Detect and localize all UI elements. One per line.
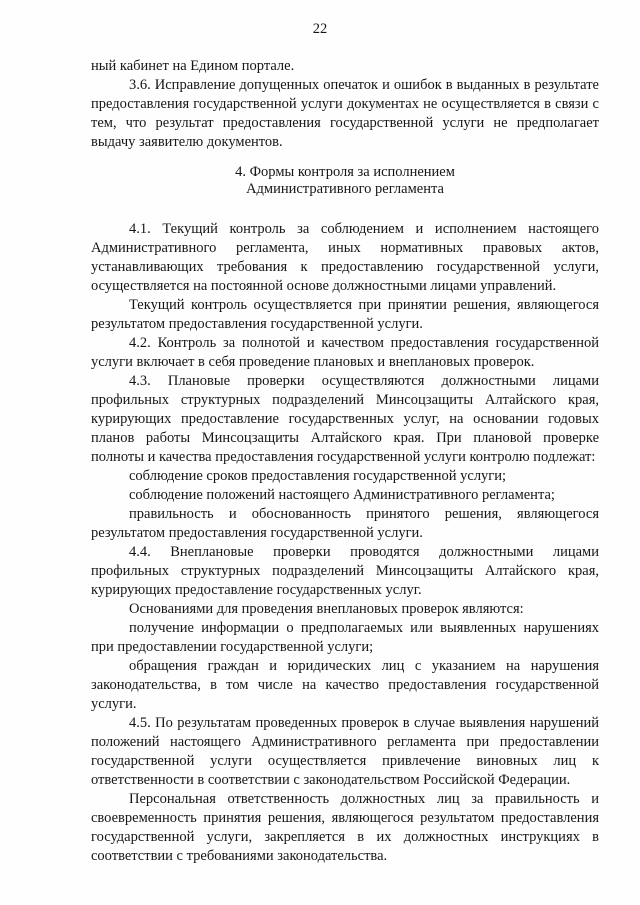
paragraph-4-2: 4.2. Контроль за полнотой и качеством предоставления государственной услуги включает в себя проведение плановых и внеплановых проверок. [91,335,599,370]
page-number: 22 [312,21,328,37]
list-item-violation-info: получение информации о предполагаемых или выявленных нарушениях при предоставлении государственной услуги; [91,620,599,655]
list-item-deadlines: соблюдение сроков предоставления государственной услуги; [129,468,507,484]
list-item-citizen-appeals: обращения граждан и юридических лиц с указанием на нарушения законодательства, в том числе на качество предоставления государственной услуги. [91,658,599,712]
paragraph-unscheduled-grounds: Основаниями для проведения внеплановых проверок являются: [129,601,524,617]
paragraph-continuation: ный кабинет на Едином портале. [91,58,295,74]
paragraph-3-6: 3.6. Исправление допущенных опечаток и ошибок в выданных в результате предоставления государственной услуги документах не осуществляется в связи с тем, что результат предоставления государственной услуги не предполагает выдачу заявителю документов. [91,77,599,150]
paragraph-current-control: Текущий контроль осуществляется при принятии решения, являющегося результатом предоставления государственной услуги. [91,297,599,332]
paragraph-4-3: 4.3. Плановые проверки осуществляются должностными лицами профильных структурных подразделений Минсоцзащиты Алтайского края, курирующих предоставление государственных услуг, на основании годовых планов работы Минсоцзащиты Алтайского края. При плановой проверке полноты и качества предоставления государственной услуги контролю подлежат: [91,373,599,465]
document-body [91,57,599,866]
paragraph-4-5: 4.5. По результатам проведенных проверок в случае выявления нарушений положений настоящего Административного регламента при предоставлении государственной услуги осуществляется привлечение виновных лиц к ответственности в соответствии с законодательством Российской Федерации. [91,715,599,788]
paragraph-personal-responsibility: Персональная ответственность должностных лиц за правильность и своевременность принятия решения, являющегося результатом предоставления государственной услуги, закрепляется в их должностных инструкциях в соответствии с требованиями законодательства. [91,791,599,864]
section-heading-line-1: 4. Формы контроля за исполнением [235,164,455,180]
paragraph-4-4: 4.4. Внеплановые проверки проводятся должностными лицами профильных структурных подразделений Минсоцзащиты Алтайского края, курирующих предоставление государственных услуг. [91,544,599,598]
paragraph-4-1: 4.1. Текущий контроль за соблюдением и исполнением настоящего Административного регламента, иных нормативных правовых актов, устанавливающих требования к предоставлению государственной услуги, осуществляется на постоянной основе должностными лицами управлений. [91,221,599,294]
section-heading [91,164,599,198]
section-heading-line-2: Административного регламента [246,181,444,197]
list-item-regulation-compliance: соблюдение положений настоящего Административного регламента; [129,487,555,503]
list-item-decision-validity: правильность и обоснованность принятого решения, являющегося результатом предоставления государственной услуги. [91,506,599,541]
